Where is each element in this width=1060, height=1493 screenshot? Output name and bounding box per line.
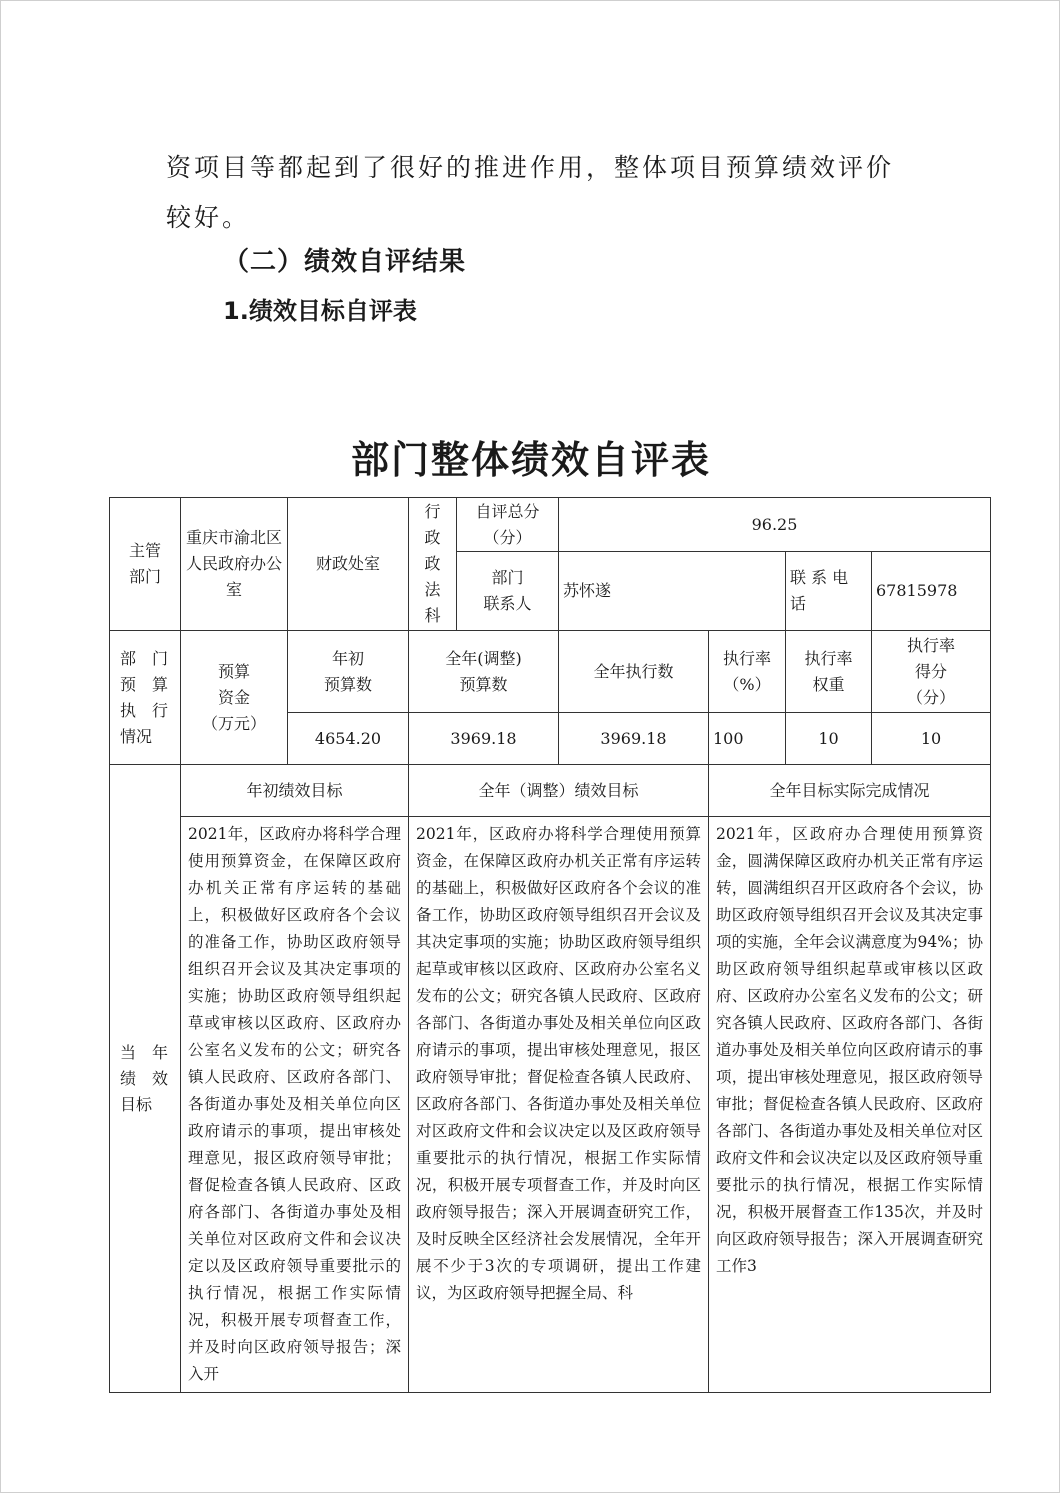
col-score: 执行率 得分 （分） xyxy=(872,631,991,713)
contact-label: 部门 联系人 xyxy=(457,552,559,631)
phone-label: 联 系 电 话 xyxy=(786,552,872,631)
col-actual-completion: 全年目标实际完成情况 xyxy=(709,765,991,817)
val-rate: 100 xyxy=(709,713,786,765)
col-initial-budget: 年初 预算数 xyxy=(288,631,409,713)
actual-completion-text: 2021年，区政府办合理使用预算资金，圆满保障区政府办机关正常有序运转，圆满组织召开区政府各个会议，协助区政府领导组织召开会议及其决定事项的实施，全年会议满意度为94%；协助区政府领导组织起草或审核以区政府、区政府办公室名义发布的公文；研究各镇人民政府、区政府各部门、各街道办事处及相关单位向区政府请示的事项，提出审核处理意见，报区政府领导审批；督促检查各镇人民政府、区政府各部门、各街道办事处及相关单位对区政府文件和会议决定以及区政府领导重要批示的执行情况，根据工作实际情况，积极开展督查工作135次，并及时向区政府领导报告；深入开展调查研究工作3 xyxy=(709,817,991,1393)
phone-value: 67815978 xyxy=(872,552,991,631)
col-adjusted-goal: 全年（调整）绩效目标 xyxy=(409,765,709,817)
office-label: 财政处室 xyxy=(288,498,409,631)
val-weight: 10 xyxy=(786,713,872,765)
goals-section-label: 当 年 绩 效 目标 xyxy=(110,765,181,1393)
table-title: 部门整体绩效自评表 xyxy=(350,437,711,482)
intro-paragraph: 资项目等都起到了很好的推进作用，整体项目预算绩效评价较好。 xyxy=(166,153,895,232)
score-value: 96.25 xyxy=(559,498,991,552)
col-initial-goal: 年初绩效目标 xyxy=(181,765,409,817)
section-heading: （二）绩效自评结果 xyxy=(223,247,467,277)
dept-value: 重庆市渝北区 人民政府办公 室 xyxy=(181,498,288,631)
fund-label: 预算 资金 （万元） xyxy=(181,631,288,765)
col-executed: 全年执行数 xyxy=(559,631,709,713)
contact-value: 苏怀遂 xyxy=(559,552,786,631)
col-weight: 执行率 权重 xyxy=(786,631,872,713)
val-score: 10 xyxy=(872,713,991,765)
office-value: 行 政 政 法 科 xyxy=(409,498,457,631)
dept-label: 主管 部门 xyxy=(110,498,181,631)
adjusted-goal-text: 2021年，区政府办将科学合理使用预算资金，在保障区政府办机关正常有序运转的基础上，积极做好区政府各个会议的准备工作，协助区政府领导组织召开会议及其决定事项的实施；协助区政府领导组织起草或审核以区政府、区政府办公室名义发布的公文；研究各镇人民政府、区政府各部门、各街道办事处及相关单位向区政府请示的事项，提出审核处理意见，报区政府领导审批；督促检查各镇人民政府、区政府各部门、各街道办事处及相关单位对区政府文件和会议决定以及区政府领导重要批示的执行情况，根据工作实际情况，积极开展专项督查工作，并及时向区政府领导报告；深入开展调查研究工作，及时反映全区经济社会发展情况，全年开展不少于3次的专项调研，提出工作建议，为区政府领导把握全局、科 xyxy=(409,817,709,1393)
val-executed: 3969.18 xyxy=(559,713,709,765)
subsection-heading: 1.绩效目标自评表 xyxy=(223,297,417,325)
budget-section-label: 部 门 预 算 执 行 情况 xyxy=(110,631,181,765)
initial-goal-text: 2021年，区政府办将科学合理使用预算资金，在保障区政府办机关正常有序运转的基础上，积极做好区政府各个会议的准备工作，协助区政府领导组织召开会议及其决定事项的实施；协助区政府领导组织起草或审核以区政府、区政府办公室名义发布的公文；研究各镇人民政府、区政府各部门、各街道办事处及相关单位向区政府请示的事项，提出审核处理意见，报区政府领导审批；督促检查各镇人民政府、区政府各部门、各街道办事处及相关单位对区政府文件和会议决定以及区政府领导重要批示的执行情况，根据工作实际情况，积极开展专项督查工作，并及时向区政府领导报告；深入开 xyxy=(181,817,409,1393)
col-adjusted-budget: 全年(调整) 预算数 xyxy=(409,631,559,713)
val-adjusted-budget: 3969.18 xyxy=(409,713,559,765)
self-evaluation-table xyxy=(109,497,991,1393)
col-rate: 执行率 （%） xyxy=(709,631,786,713)
score-label: 自评总分 （分） xyxy=(457,498,559,552)
val-initial-budget: 4654.20 xyxy=(288,713,409,765)
